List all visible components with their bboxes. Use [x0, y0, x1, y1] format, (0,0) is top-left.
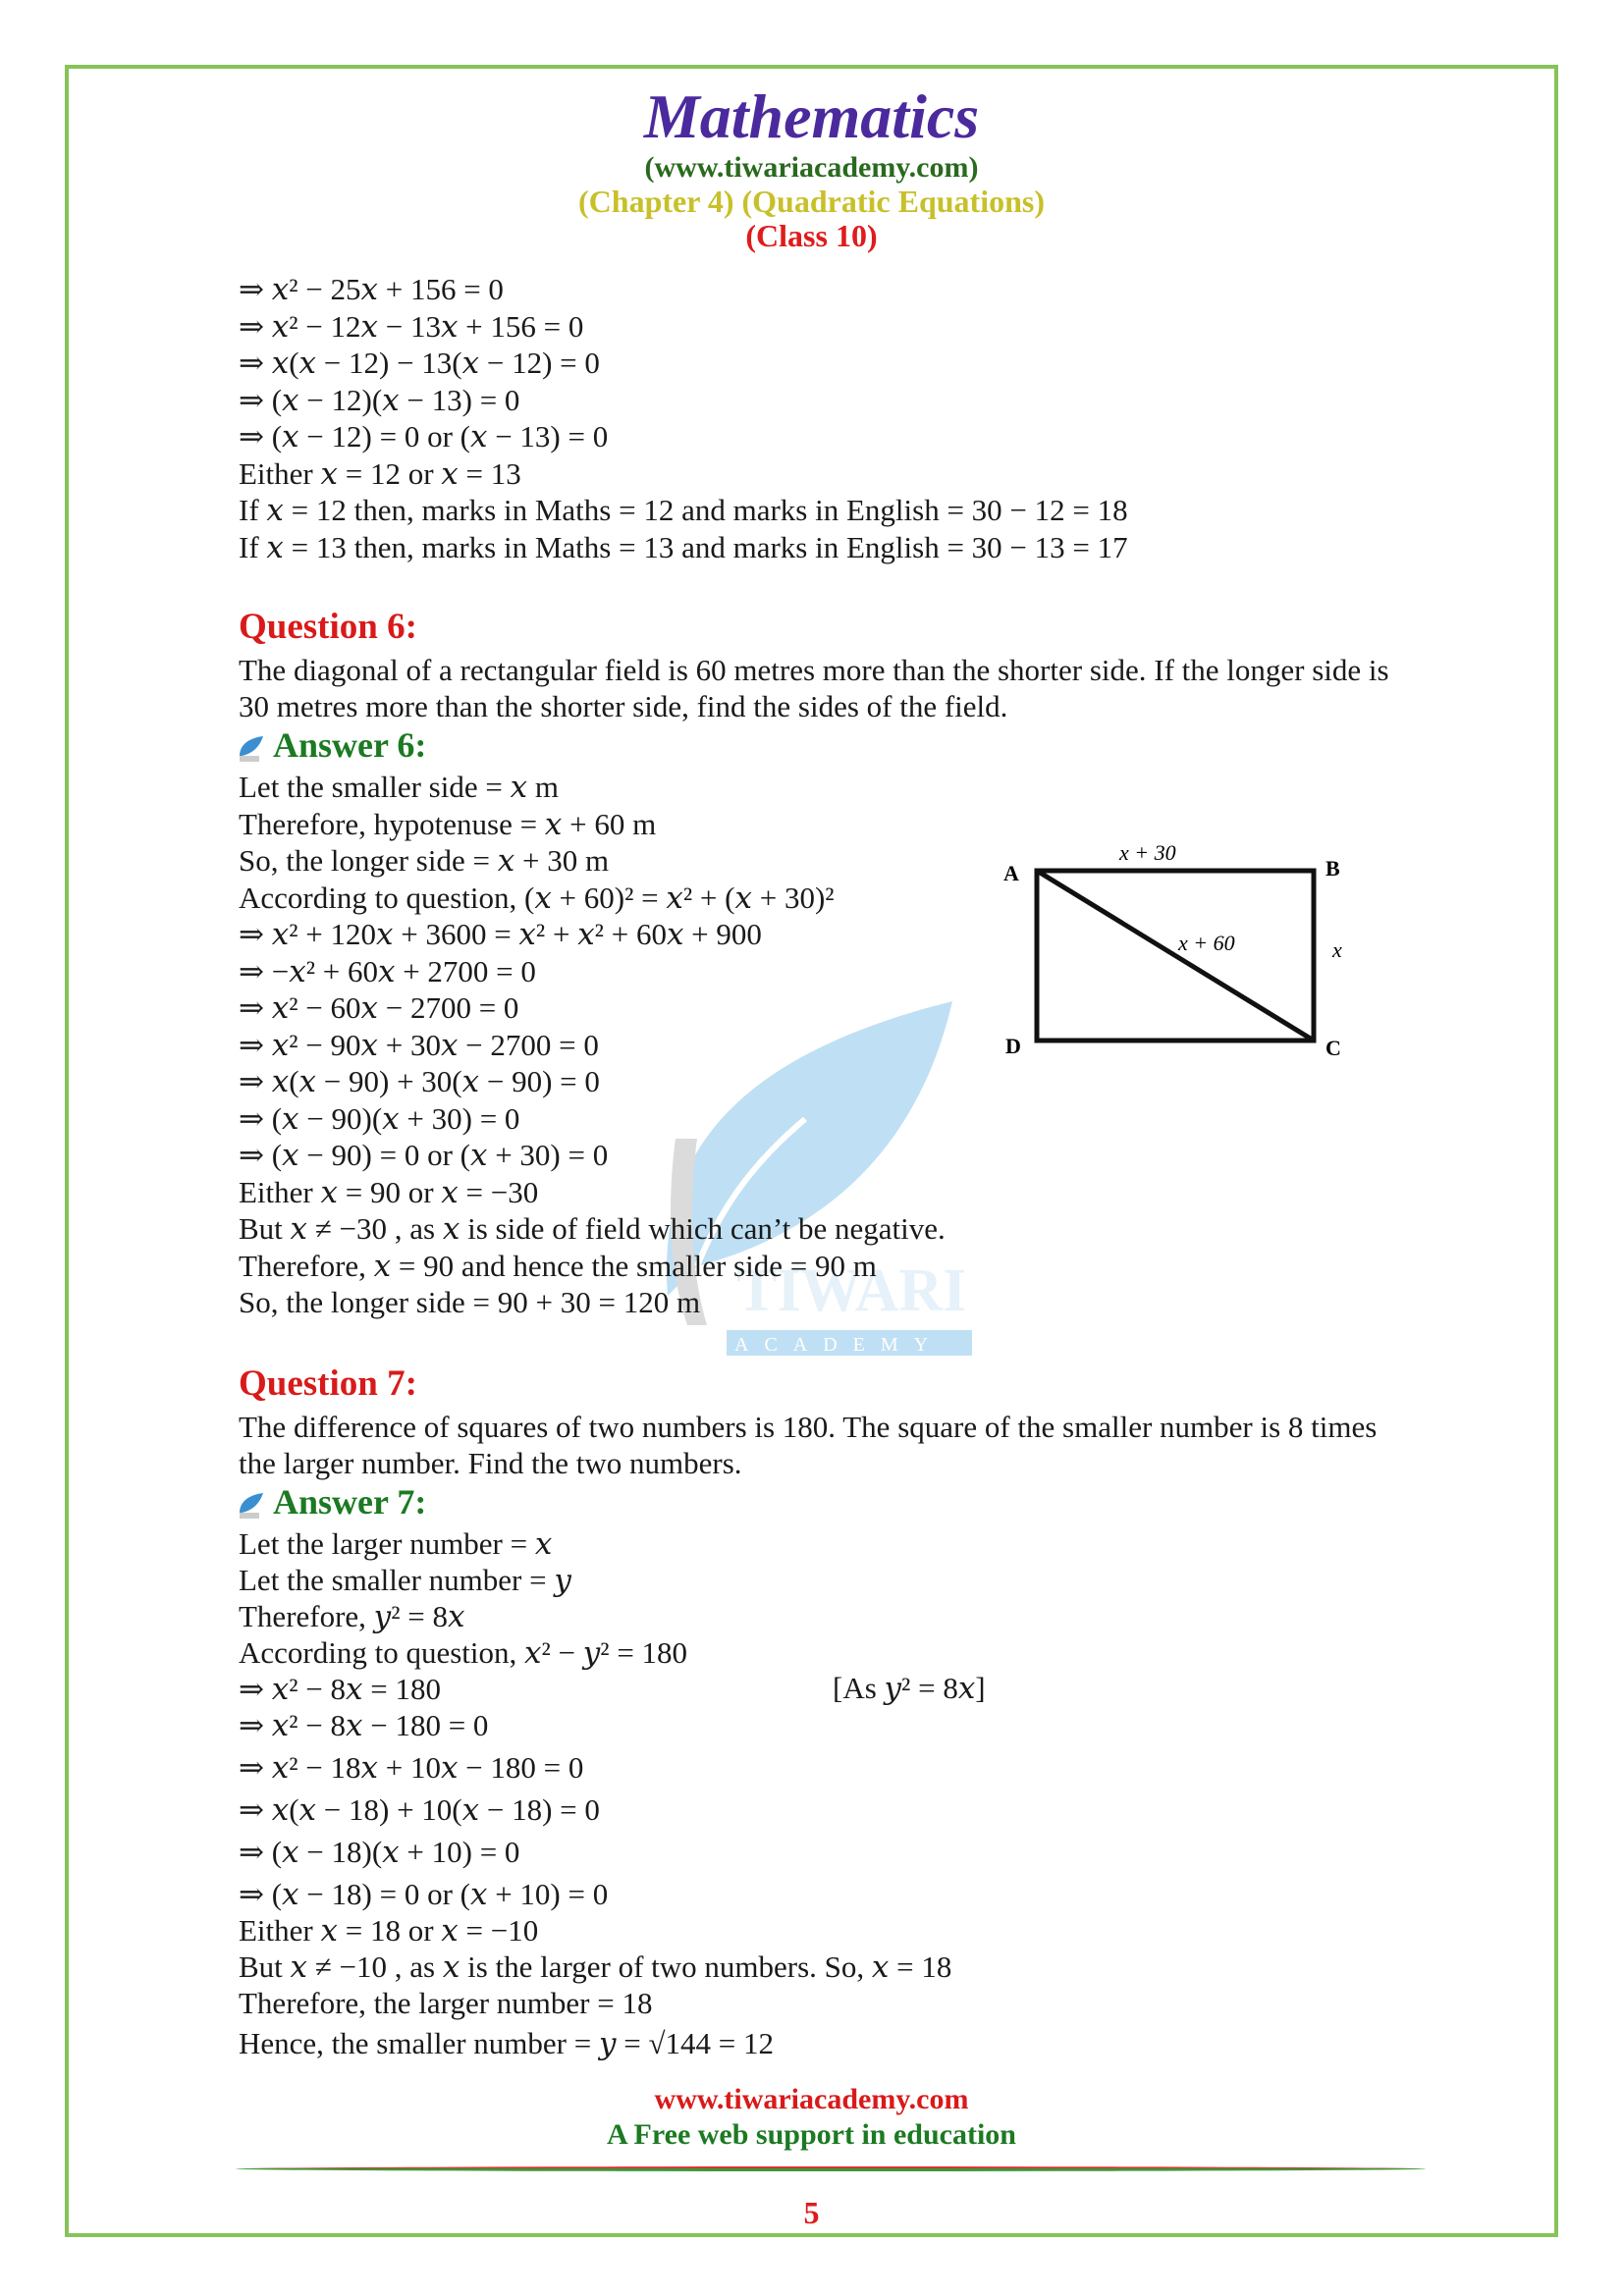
- answer-6-label: Answer 6:: [273, 725, 427, 765]
- math-line: ⇒ (𝑥 − 90) = 0 or (𝑥 + 30) = 0: [239, 1138, 609, 1172]
- math-line: ⇒ (𝑥 − 12) = 0 or (𝑥 − 13) = 0: [239, 419, 609, 454]
- math-line: If 𝑥 = 13 then, marks in Maths = 13 and marks in English = 30 − 13 = 17: [239, 530, 1128, 564]
- side-note: [As 𝑦² = 8𝑥]: [833, 1671, 986, 1705]
- math-line: Either 𝑥 = 18 or 𝑥 = −10: [239, 1913, 539, 1948]
- header-chapter: (Chapter 4) (Quadratic Equations): [578, 184, 1045, 219]
- watermark-word2: ACADEMY: [734, 1334, 945, 1356]
- footer-divider: [236, 2166, 1426, 2171]
- vertex-d-label: D: [1005, 1034, 1021, 1058]
- logo-icon: [236, 1491, 265, 1521]
- math-line: ⇒ (𝑥 − 18)(𝑥 + 10) = 0: [239, 1835, 520, 1869]
- header-class: (Class 10): [745, 218, 878, 253]
- answer-7-label: Answer 7:: [273, 1482, 427, 1522]
- top-side-label: x + 30: [1119, 840, 1176, 865]
- question-6-heading: Question 6:: [239, 607, 417, 647]
- math-line: ⇒ 𝑥² − 8𝑥 = 180: [239, 1672, 441, 1706]
- math-line: ⇒ 𝑥² − 12𝑥 − 13𝑥 + 156 = 0: [239, 309, 584, 344]
- math-line: Therefore, 𝑥 = 90 and hence the smaller side = 90 m: [239, 1249, 877, 1283]
- rectangle-figure: [982, 834, 1375, 1070]
- math-line: ⇒ 𝑥² + 120𝑥 + 3600 = 𝑥² + 𝑥² + 60𝑥 + 900: [239, 917, 762, 951]
- math-line: So, the longer side = 𝑥 + 30 m: [239, 843, 610, 878]
- page-number: 5: [803, 2195, 820, 2230]
- vertex-c-label: C: [1325, 1036, 1341, 1060]
- math-line: Therefore, 𝑦² = 8𝑥: [239, 1599, 465, 1633]
- math-line: If 𝑥 = 12 then, marks in Maths = 12 and marks in English = 30 − 12 = 18: [239, 493, 1128, 527]
- math-line: ⇒ (𝑥 − 12)(𝑥 − 13) = 0: [239, 383, 520, 417]
- math-line: ⇒ 𝑥(𝑥 − 12) − 13(𝑥 − 12) = 0: [239, 346, 600, 380]
- math-line: Therefore, the larger number = 18: [239, 1986, 653, 2020]
- footer-site-link[interactable]: www.tiwariacademy.com: [654, 2083, 969, 2115]
- math-line: ⇒ 𝑥² − 60𝑥 − 2700 = 0: [239, 990, 519, 1025]
- question-6-text: The diagonal of a rectangular field is 60 metres more than the shorter side. If the longer side is 30 metres more than the shorter side, find the sides of the field.: [239, 653, 1389, 723]
- math-line: But 𝑥 ≠ −10 , as 𝑥 is the larger of two numbers. So, 𝑥 = 18: [239, 1949, 952, 1984]
- math-line: Therefore, hypotenuse = 𝑥 + 60 m: [239, 807, 657, 841]
- math-line: ⇒ (𝑥 − 18) = 0 or (𝑥 + 10) = 0: [239, 1877, 609, 1911]
- math-line: ⇒ 𝑥(𝑥 − 90) + 30(𝑥 − 90) = 0: [239, 1064, 600, 1098]
- math-line: ⇒ 𝑥² − 25𝑥 + 156 = 0: [239, 272, 504, 306]
- math-line: According to question, (𝑥 + 60)² = 𝑥² + (𝑥 + 30)²: [239, 881, 835, 915]
- math-line: ⇒ 𝑥² − 18𝑥 + 10𝑥 − 180 = 0: [239, 1750, 584, 1785]
- vertex-b-label: B: [1325, 856, 1340, 881]
- math-line: ⇒ (𝑥 − 90)(𝑥 + 30) = 0: [239, 1101, 520, 1136]
- math-line: Let the smaller side = 𝑥 m: [239, 770, 559, 804]
- page-title: Mathematics: [643, 81, 980, 151]
- logo-icon: [236, 734, 265, 764]
- math-line: Let the smaller number = 𝑦: [239, 1563, 571, 1597]
- math-line: Let the larger number = 𝑥: [239, 1526, 553, 1561]
- math-line: ⇒ 𝑥² − 90𝑥 + 30𝑥 − 2700 = 0: [239, 1028, 599, 1062]
- question-7-text: The difference of squares of two numbers is 180. The square of the smaller number is 8 times the larger number. Find the two numbers.: [239, 1410, 1378, 1480]
- question-7-heading: Question 7:: [239, 1363, 417, 1404]
- watermark-word1: TIWARI: [736, 1257, 967, 1324]
- answer-7-heading: [236, 1481, 426, 1522]
- math-line: ⇒ 𝑥² − 8𝑥 − 180 = 0: [239, 1708, 489, 1742]
- answer-6-heading: [236, 724, 426, 766]
- math-line: ⇒ −𝑥² + 60𝑥 + 2700 = 0: [239, 954, 536, 988]
- math-line: So, the longer side = 90 + 30 = 120 m: [239, 1285, 701, 1319]
- header-site: (www.tiwariacademy.com): [644, 151, 979, 184]
- math-line: According to question, 𝑥² − 𝑦² = 180: [239, 1635, 688, 1670]
- math-line: Either 𝑥 = 12 or 𝑥 = 13: [239, 456, 521, 491]
- math-line: But 𝑥 ≠ −30 , as 𝑥 is side of field which can’t be negative.: [239, 1211, 946, 1246]
- footer-tagline: A Free web support in education: [607, 2118, 1016, 2151]
- math-line: Either 𝑥 = 90 or 𝑥 = −30: [239, 1175, 539, 1209]
- right-side-label: x: [1332, 937, 1342, 962]
- diagonal-label: x + 60: [1178, 931, 1235, 955]
- math-line: ⇒ 𝑥(𝑥 − 18) + 10(𝑥 − 18) = 0: [239, 1792, 600, 1827]
- vertex-a-label: A: [1003, 861, 1019, 885]
- math-line: Hence, the smaller number = 𝑦 = √144 = 12: [239, 2026, 774, 2060]
